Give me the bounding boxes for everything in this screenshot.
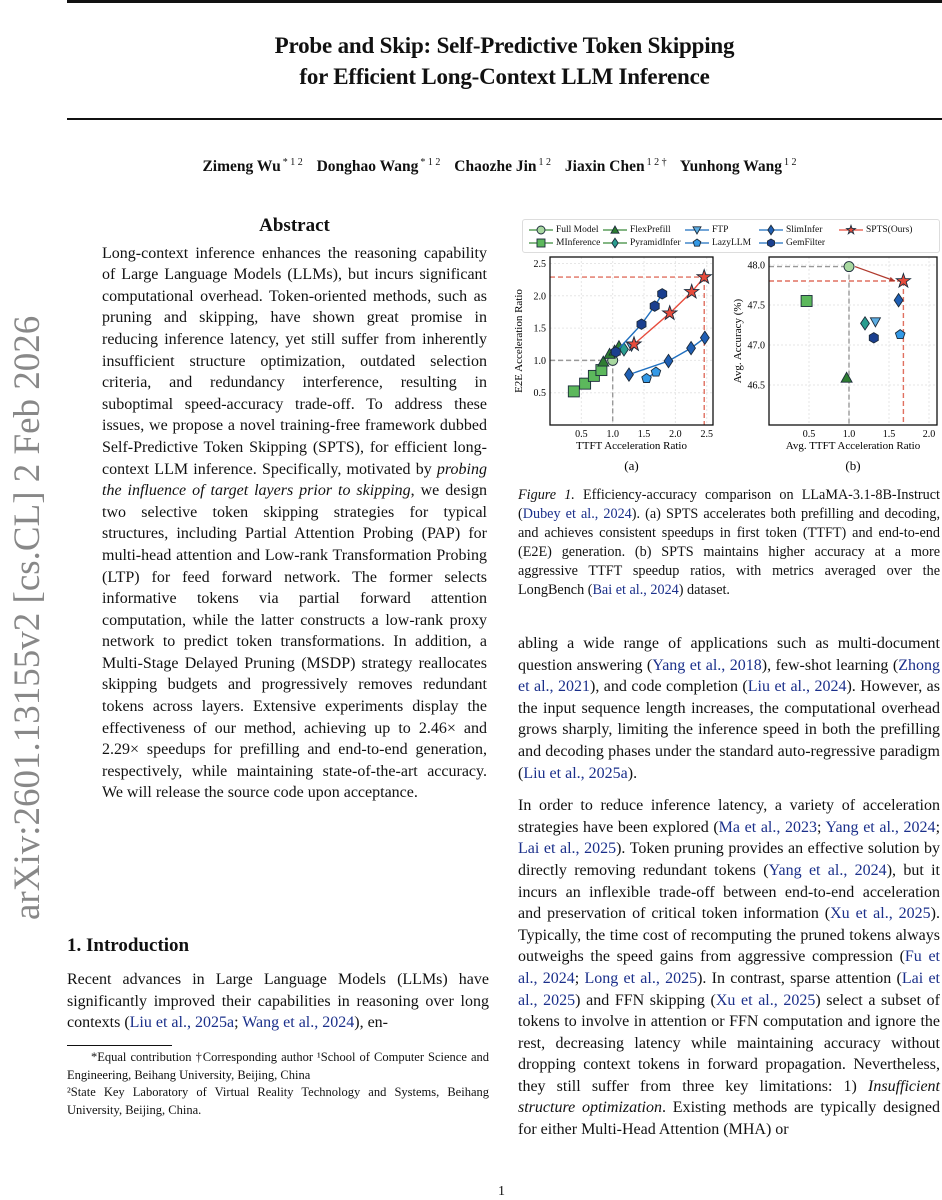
text: abling a wide range of applications such as multi-document question answering ( xyxy=(518,635,940,674)
abstract-heading: Abstract xyxy=(259,215,330,236)
legend-item xyxy=(759,237,825,249)
pentagon-marker xyxy=(651,367,661,376)
x-tick-label: 1.0 xyxy=(606,429,619,440)
hexagon-marker xyxy=(650,301,659,311)
footnote-affiliations-1: *Equal contribution †Corresponding author ¹School of Computer Science and Engineering, Beihang University, Beijing, China xyxy=(67,1050,489,1082)
text: . Existing methods are typically designed for either Multi-Head Attention (MHA) or xyxy=(518,1099,940,1139)
hexagon-marker xyxy=(637,319,646,329)
legend-item xyxy=(685,237,751,249)
panel-label: (a) xyxy=(624,458,639,473)
x-tick-label: 2.5 xyxy=(700,429,713,440)
text: ), few-shot learning ( xyxy=(761,656,899,674)
author-marks: * 1 2 xyxy=(282,157,303,168)
right-column xyxy=(518,633,940,1152)
hexagon-icon xyxy=(759,237,783,249)
citation-link[interactable]: Liu et al., 2025a xyxy=(129,1014,235,1032)
text: ) and FFN skipping ( xyxy=(575,991,716,1009)
diamond-marker xyxy=(687,342,696,355)
title-line-1: Probe and Skip: Self-Predictive Token Skipping xyxy=(274,33,735,58)
diamond-icon xyxy=(759,224,783,236)
page-number: 1 xyxy=(498,1184,505,1199)
citation-link[interactable]: Xu et al., 2025 xyxy=(830,905,931,923)
legend-item xyxy=(759,224,822,236)
chart-a xyxy=(510,250,725,480)
diamond-marker xyxy=(700,331,709,344)
text: ), en- xyxy=(354,1014,389,1032)
y-tick-label: 47.5 xyxy=(747,300,765,312)
x-tick-label: 1.0 xyxy=(842,429,856,440)
text: ), but it incurs an inflexible trade-off between end-to-end acceleration and preservation of critical token information ( xyxy=(518,861,940,923)
legend-item xyxy=(685,224,728,236)
x-tick-label: 0.5 xyxy=(802,429,816,440)
abstract-section xyxy=(102,215,487,804)
text: ; xyxy=(234,1014,243,1032)
legend-label: LazyLLM xyxy=(712,238,752,248)
x-tick-label: 0.5 xyxy=(575,429,588,440)
legend-item xyxy=(839,224,912,236)
star-marker xyxy=(847,225,856,233)
text: ) dataset. xyxy=(678,582,730,598)
text: ). However, as the input sequence length increases, the computational overhead grows sharply, limiting the inference speed in both the prefilling and decoding phases under the standard auto-regressive paradigm ( xyxy=(518,678,940,782)
legend-label: SPTS(Ours) xyxy=(866,225,913,235)
pentagon-icon xyxy=(685,237,709,249)
hexagon-marker xyxy=(658,289,667,299)
y-tick-label: 47.0 xyxy=(747,340,765,352)
citation-link[interactable]: Liu et al., 2025a xyxy=(523,764,628,782)
abstract-body xyxy=(102,243,487,804)
citation-link[interactable]: Fu et al., 2024 xyxy=(518,948,940,987)
author-list xyxy=(67,157,942,176)
author-marks: 1 2 xyxy=(784,157,797,168)
hexagon-marker xyxy=(869,333,878,343)
author-name: Jiaxin Chen xyxy=(564,158,645,176)
abstract-emphasis: probing the influence of target layers prior to skipping xyxy=(102,460,487,500)
y-axis-label: E2E Acceleration Ratio xyxy=(513,289,525,393)
citation-link[interactable]: Yang et al., 2024 xyxy=(825,818,936,836)
abstract-text: Long-context inference enhances the reasoning capability of Large Language Models (LLMs), but incurs significant computational overhead. Token-oriented methods, such as pruning and skipping, have shown great promise in reducing inference latency, yet still suffer from inherently insufficient structure optimization, outdated selection criteria, and redundancy interference, resulting in suboptimal speed-accuracy trade-off. To address these issues, we propose a novel training-free framework dubbed Self-Predictive Token Skipping (SPTS), for efficient long-context LLM inference. Specifically, motivated by xyxy=(102,244,487,478)
citation-link[interactable]: Zhong et al., 2021 xyxy=(518,656,940,696)
y-axis-label: Avg. Accuracy (%) xyxy=(732,298,744,384)
paper-title xyxy=(67,30,942,92)
diamond-marker xyxy=(625,368,634,381)
citation-link[interactable]: Dubey et al., 2024 xyxy=(522,506,632,522)
figure-caption xyxy=(518,486,940,600)
pentagon-marker xyxy=(693,239,701,246)
diamond-marker xyxy=(861,317,870,330)
citation-link[interactable]: Xu et al., 2025 xyxy=(715,991,816,1009)
author-name: Yunhong Wang xyxy=(679,158,783,176)
text: ; xyxy=(935,818,941,836)
y-tick-label: 1.0 xyxy=(533,355,546,367)
square-marker xyxy=(568,386,579,397)
text: In order to reduce inference latency, a variety of acceleration strategies have been explored ( xyxy=(518,797,940,836)
x-tick-label: 1.5 xyxy=(637,429,651,440)
body-paragraph xyxy=(518,795,940,1141)
text: ). Token pruning provides an effective solution by directly removing redundant tokens ( xyxy=(518,840,940,879)
diamond-marker xyxy=(664,354,673,367)
author-marks: 1 2 † xyxy=(646,157,667,168)
square-marker xyxy=(801,296,812,307)
footnote-rule xyxy=(67,1045,172,1046)
diamond-marker xyxy=(612,238,618,248)
legend-label: FlexPrefill xyxy=(630,225,671,235)
emphasis: Insufficient structure optimization xyxy=(518,1077,940,1117)
citation-link[interactable]: Long et al., 2025 xyxy=(584,969,698,987)
author-marks: 1 2 xyxy=(538,157,552,168)
legend-label: MInference xyxy=(556,238,601,248)
legend-label: SlimInfer xyxy=(786,225,823,235)
section-heading: 1. Introduction xyxy=(67,935,190,956)
hexagon-marker xyxy=(768,239,775,247)
legend-label: FTP xyxy=(712,225,729,235)
x-tick-label: 2.0 xyxy=(669,429,682,440)
square-marker xyxy=(537,239,545,247)
text: ). (a) SPTS accelerates both prefilling and decoding, and achieves consistent speedups in first token (TTFT) and end-to-end (E2E) generation. (b) SPTS maintains higher accuracy at a more aggressive TTFT speedup ratios, with metrics averaged over the LongBench ( xyxy=(518,506,940,598)
text: Efficiency-accuracy comparison on LLaMA-3.1-8B-Instruct ( xyxy=(518,487,940,522)
abstract-text: , we design two selective token skipping strategies for typical structures, including Partial Attention Probing (PAP) for multi-head attention and Low-rank Transformation Probing (LTP) for feed forward network. The former selects informative tokens via partial forward attention computation, while the latter constructs a low-rank proxy network to predict token transformations. In addition, a Multi-Stage Delayed Pruning (MSDP) strategy reallocates skipping budgets and progressively removes redundant tokens across layers. Extensive experiments display the effectiveness of our method, achieving up to 2.46× and 2.29× speedups for prefilling and end-to-end generation, respectively, while maintaining state-of-the-art accuracy. We will release the source code upon acceptance. xyxy=(102,482,488,802)
triangle-marker xyxy=(841,372,852,382)
triangle-icon xyxy=(603,224,627,236)
footnote-affiliations-2: ²State Key Laboratory of Virtual Reality Technology and Systems, Beihang University, Beijing, China. xyxy=(67,1085,489,1117)
x-axis-label: Avg. TTFT Acceleration Ratio xyxy=(785,440,921,452)
legend-item xyxy=(529,237,600,249)
citation-link[interactable]: Yang et al., 2018 xyxy=(652,656,762,674)
citation-link[interactable]: Liu et al., 2024 xyxy=(747,678,847,696)
x-tick-label: 2.0 xyxy=(922,429,936,440)
title-line-2: for Efficient Long-Context LLM Inference xyxy=(299,64,710,89)
panel-label: (b) xyxy=(845,458,861,473)
body-paragraph xyxy=(518,633,940,784)
citation-link[interactable]: Bai et al., 2024 xyxy=(592,582,679,598)
y-tick-label: 48.0 xyxy=(747,260,765,272)
text: ; xyxy=(574,969,585,987)
text: ), and code completion ( xyxy=(590,678,748,696)
y-tick-label: 2.0 xyxy=(533,291,546,303)
y-tick-label: 46.5 xyxy=(747,380,765,392)
circle-icon xyxy=(529,224,553,236)
y-tick-label: 0.5 xyxy=(533,388,546,400)
text: Recent advances in Large Language Models (LLMs) have significantly improved their capabilities in reasoning over long contexts ( xyxy=(67,971,489,1032)
star-icon xyxy=(839,224,863,236)
citation-link[interactable]: Wang et al., 2024 xyxy=(242,1014,355,1032)
text: ) select a subset of tokens to involve in attention or FFN computation and ignore the rest, decreasing latency while maintaining accuracy without dropping context tokens in forward propagation. Nevertheless, they still suffer from three key limitations: 1) xyxy=(518,991,940,1095)
legend-item xyxy=(603,224,671,236)
author-name: Zimeng Wu xyxy=(202,158,281,176)
chart-b xyxy=(720,250,942,480)
citation-link[interactable]: Yang et al., 2024 xyxy=(768,861,887,879)
legend-label: Full Model xyxy=(556,225,599,235)
y-tick-label: 1.5 xyxy=(533,323,546,335)
author-name: Chaozhe Jin xyxy=(454,158,537,176)
legend-label: GemFilter xyxy=(786,238,826,248)
figure-label: Figure 1. xyxy=(518,487,575,503)
citation-link[interactable]: Ma et al., 2023 xyxy=(718,818,817,836)
star-marker xyxy=(627,337,641,351)
triangle-down-icon xyxy=(685,224,709,236)
text: ). Typically, the time cost of recomputing the pruned tokens always outweighs the speed gains from aggressive compression ( xyxy=(518,905,940,966)
citation-link[interactable]: Lai et al., 2025 xyxy=(518,840,617,858)
intro-paragraph xyxy=(67,969,489,1034)
diamond-marker xyxy=(768,225,774,235)
hexagon-marker xyxy=(611,347,620,357)
footnote xyxy=(67,1049,489,1119)
triangle-down-marker xyxy=(870,318,880,327)
text: ; xyxy=(817,818,826,836)
text: ). In contrast, sparse attention ( xyxy=(697,969,902,987)
author-marks: * 1 2 xyxy=(420,157,441,168)
circle-marker xyxy=(844,262,854,272)
circle-marker xyxy=(537,226,545,234)
top-rule xyxy=(67,0,942,3)
x-tick-label: 1.5 xyxy=(882,429,896,440)
citation-link[interactable]: Lai et al., 2025 xyxy=(518,969,940,1009)
author-name: Donghao Wang xyxy=(316,158,419,176)
text: ). xyxy=(627,764,638,782)
pentagon-marker xyxy=(642,374,652,383)
legend-item xyxy=(603,237,681,249)
introduction-section xyxy=(67,935,489,1034)
arxiv-sidebar-id: arXiv:2601.13155v2 [cs.CL] 2 Feb 2026 xyxy=(7,315,48,920)
figure-legend xyxy=(522,219,940,253)
title-bottom-rule xyxy=(67,118,942,120)
diamond-icon xyxy=(603,237,627,249)
x-axis-label: TTFT Acceleration Ratio xyxy=(576,440,687,452)
legend-item xyxy=(529,224,599,236)
y-tick-label: 2.5 xyxy=(533,258,546,270)
square-icon xyxy=(529,237,553,249)
legend-label: PyramidInfer xyxy=(630,238,681,248)
